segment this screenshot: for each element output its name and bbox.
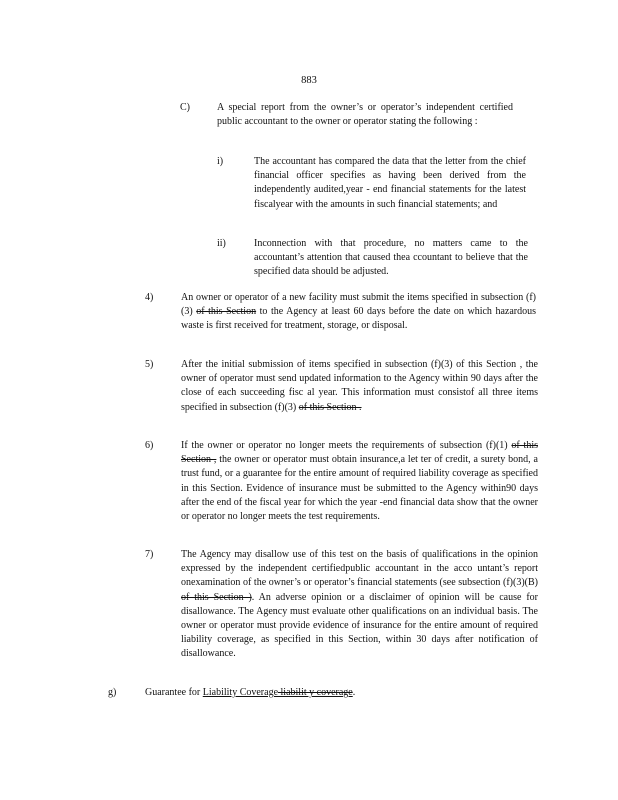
item-4-text-a: An owner or operator of a new facility must submit the items specified in subsection (f)(3)	[181, 292, 536, 318]
subsection-g-label: g)	[108, 687, 117, 698]
subsection-g-text-a: Guarantee for	[145, 687, 203, 698]
item-7-text-b: . An adverse opinion or a disclaimer of opinion will be cause for disallowance. The Agency must evaluate other qualifications on an individual basis. The owner or operator must provide evidence of insurance for the entire amount of required liability coverage, as specified in this Section, within 30 days after notification of disallowance.	[181, 591, 538, 660]
item-4-text	[181, 291, 536, 334]
page-number: 883	[301, 75, 317, 86]
item-5-label: 5)	[145, 359, 154, 370]
subsection-c-text: A special report from the owner’s or operator’s independent certified public accountant to the owner or operator stating the following :	[217, 102, 513, 128]
item-7-text-a: The Agency may disallow use of this test on the basis of qualifications in the opinion expressed by the independent certifiedpublic accountant in the acco untant’s report onexamination of the owner’s or operator’s financial statements (see subsection (f)(3)(B)	[181, 549, 538, 589]
subsection-c-label: C)	[180, 102, 190, 113]
subsection-g-deleted-text: liabilit y coverage	[278, 687, 353, 698]
item-5-deleted-text: of this Section .	[298, 401, 362, 413]
item-4-deleted-text: of this Section	[196, 306, 257, 318]
item-7-deleted-text: of this Section )	[181, 591, 252, 603]
subsection-c-ii-text: Inconnection with that procedure, no matters came to the accountant’s attention that caused thea ccountant to believe that the specified data should be adjusted.	[254, 238, 528, 278]
subsection-g-inserted-text: Liability Coverage	[202, 687, 279, 698]
item-6-text-b: the owner or operator must obtain insurance,a let ter of credit, a surety bond, a trust fund, or a guarantee for the entire amount of required liability coverage as specified in this Section. Evidence of insurance must be submitted to the Agency within90 days after the end of the fiscal year for which the year -end financial data show that the owner or operator no longer meets the test requirements.	[181, 454, 538, 523]
subsection-c-i-label: i)	[217, 156, 224, 167]
item-6-deleted-text: of this Section ,	[181, 440, 538, 466]
item-5-text-a: After the initial submission of items specified in subsection (f)(3) of this Section , the owner of operator must send updated information to the Agency within 90 days after the close of each succeeding fisc al year. This information must consistof all three items specified in subsection (f)(3)	[181, 359, 538, 413]
item-7-label: 7)	[145, 549, 154, 560]
item-6-text	[181, 439, 538, 524]
subsection-c-i-text: The accountant has compared the data that the letter from the chief financial officer specifies as having been derived from the independently audited,year - end financial statements for the latest fiscalyear with the amounts in such financial statements; and	[254, 156, 526, 210]
item-5-text	[181, 358, 538, 415]
subsection-g-heading	[145, 686, 525, 700]
subsection-c-ii-label: ii)	[217, 238, 226, 249]
item-4-label: 4)	[145, 292, 154, 303]
subsection-g-text-b: .	[352, 687, 356, 698]
item-6-label: 6)	[145, 440, 154, 451]
item-4-text-b: to the Agency at least 60 days before the date on which hazardous waste is first received for treatment, storage, or disposal.	[181, 306, 536, 332]
item-6-text-a: If the owner or operator no longer meets the requirements of subsection (f)(1)	[181, 440, 512, 451]
item-7-text	[181, 548, 538, 662]
